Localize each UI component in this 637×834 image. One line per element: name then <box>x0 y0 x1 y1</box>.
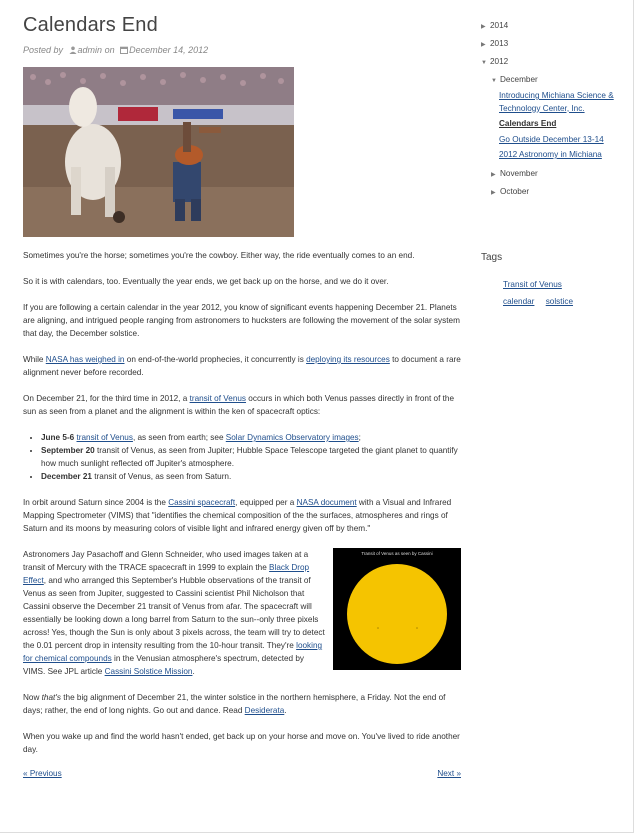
archive-post-link[interactable]: Go Outside December 13-14 <box>499 134 604 144</box>
archive-year-2014[interactable]: ▶ 2014 <box>481 20 631 38</box>
archive-post-link[interactable]: Introducing Michiana Science & Technology Center, Inc. <box>499 91 614 113</box>
post-article <box>23 14 461 778</box>
paragraph-6: In orbit around Saturn since 2004 is the Cassini spacecraft, equipped per a NASA document with a Visual and Infrared Mapping Spectrometer (VIMS) that "identifies the chemical composition of the the surfaces, atmospheres and rings of Saturn and its moons by measuring colors of visible light and infrared energy given off by them." <box>23 498 452 533</box>
archive-month-december[interactable]: ▼ December <box>491 74 631 92</box>
archive-year-2013[interactable]: ▶ 2013 <box>481 38 631 56</box>
tag-cloud <box>503 276 613 310</box>
paragraph-7: Astronomers Jay Pasachoff and Glenn Schneider, who used images taken at a transit of Mercury with the TRACE spacecraft in 1999 to explain the Black Drop Effect, and who arranged this September's Hubble observations of the transit of Venus as seen from Jupiter, suggested to Cassini scientist Phil Nicholson that Cassini observe the December 21 transit of Venus from afar. The spacecraft will essentially be looking down a long barrel from Saturn to the sun--only three pixels across! Yes, though the Sun is only about 3 pixels across, the team will try to detect the 0.01 percent drop in intensity resulting from the 10-hour transit. They're looking for chemical compounds in the Venusian atmosphere's spectrum, detected by VIMS. See JPL article Cassini Solstice Mission. <box>23 550 325 676</box>
expand-arrow-icon: ▶ <box>491 171 496 178</box>
post-meta <box>23 45 461 56</box>
list-item: • September 20 transit of Venus, as seen from Jupiter; Hubble Space Telescope targeted the giant planet to quantify how much sunlight reflected off Jupiter's atmosphere. <box>41 444 461 470</box>
paragraph-3: If you are following a certain calendar in the year 2012, you know of significant events happening December 21. Planets are aligning, and intrigued people ranging from astronomers to hucksters are following the movement of the solar system that day, the December solstice. <box>23 303 460 338</box>
archive-month-october[interactable]: ▶ October <box>491 186 631 204</box>
user-icon <box>69 46 77 56</box>
black-drop-effect-link[interactable]: Black Drop Effect <box>23 563 310 585</box>
archive-post-current[interactable]: Calendars End <box>499 119 557 128</box>
cassini-spacecraft-link[interactable]: Cassini spacecraft <box>168 498 236 507</box>
expand-arrow-icon: ▶ <box>491 189 496 196</box>
post-navigation <box>23 769 461 778</box>
paragraph-8: Now that's the big alignment of December 21, the winter solstice in the northern hemisphere, a Friday. Not the end of days; rather, the end of long nights. Go out and dance. Read Desiderata. <box>23 693 446 715</box>
venus-transit-image <box>333 548 461 670</box>
author-link[interactable]: admin <box>77 45 103 55</box>
tags-heading: Tags <box>481 252 503 263</box>
next-post-link[interactable]: Next » <box>437 769 461 778</box>
sun-caption: Transit of Venus as seen by Cassini <box>361 551 433 556</box>
page-title: Calendars End <box>23 14 158 36</box>
list-item: • December 21 transit of Venus, as seen from Saturn. <box>41 470 461 483</box>
on-label: on <box>104 45 115 55</box>
collapse-arrow-icon: ▼ <box>491 78 497 84</box>
sdo-images-link[interactable]: Solar Dynamics Observatory images <box>225 433 359 442</box>
archive-posts <box>499 90 631 162</box>
nasa-weighed-in-link[interactable]: NASA has weighed in <box>45 355 125 364</box>
expand-arrow-icon: ▶ <box>481 24 486 30</box>
tag-link[interactable]: Transit of Venus <box>503 280 562 289</box>
list-item: • June 5-6 transit of Venus, as seen from earth; see Solar Dynamics Observatory images; <box>41 431 461 444</box>
transit-venus-earth-link[interactable]: transit of Venus <box>76 433 133 442</box>
expand-arrow-icon: ▶ <box>481 42 486 48</box>
paragraph-5: On December 21, for the third time in 2012, a transit of Venus occurs in which both Venus passes directly in front of the sun as seen from a planet and the alignment is within the ken of spacecraft optics: <box>23 394 454 416</box>
archive-year-2012[interactable]: ▼ 2012 <box>481 56 631 74</box>
transit-list <box>23 431 461 483</box>
posted-by-label: Posted by <box>23 45 64 55</box>
chemical-compounds-link[interactable]: looking for chemical compounds <box>23 641 323 663</box>
previous-post-link[interactable]: « Previous <box>23 769 62 778</box>
rodeo-photo <box>23 67 294 237</box>
paragraph-7-block <box>23 548 461 691</box>
nasa-document-link[interactable]: NASA document <box>296 498 357 507</box>
paragraph-9: When you wake up and find the world hasn't ended, get back up on your horse and move on. You've lived to ride another day. <box>23 732 460 754</box>
archive-month-november[interactable]: ▶ November <box>491 168 631 186</box>
deploying-resources-link[interactable]: deploying its resources <box>306 355 390 364</box>
collapse-arrow-icon: ▼ <box>481 60 487 66</box>
paragraph-4: While NASA has weighed in on end-of-the-world prophecies, it concurrently is deploying its resources to document a rare alignment never before recorded. <box>23 355 461 377</box>
post-date[interactable]: December 14, 2012 <box>129 45 209 55</box>
calendar-icon <box>120 46 128 56</box>
paragraph-1: Sometimes you're the horse; sometimes you're the cowboy. Either way, the ride eventually comes to an end. <box>23 251 415 260</box>
transit-of-venus-link[interactable]: transit of Venus <box>189 394 247 403</box>
tag-link[interactable]: calendar <box>503 297 535 306</box>
desiderata-link[interactable]: Desiderata <box>244 706 285 715</box>
tag-link[interactable]: solstice <box>545 297 574 306</box>
cassini-solstice-link[interactable]: Cassini Solstice Mission <box>104 667 193 676</box>
archive-post-link[interactable]: 2012 Astronomy in Michiana <box>499 150 602 159</box>
sidebar-archive <box>481 20 631 204</box>
paragraph-2: So it is with calendars, too. Eventually the year ends, we get back up on the horse, and we do it over. <box>23 277 389 286</box>
